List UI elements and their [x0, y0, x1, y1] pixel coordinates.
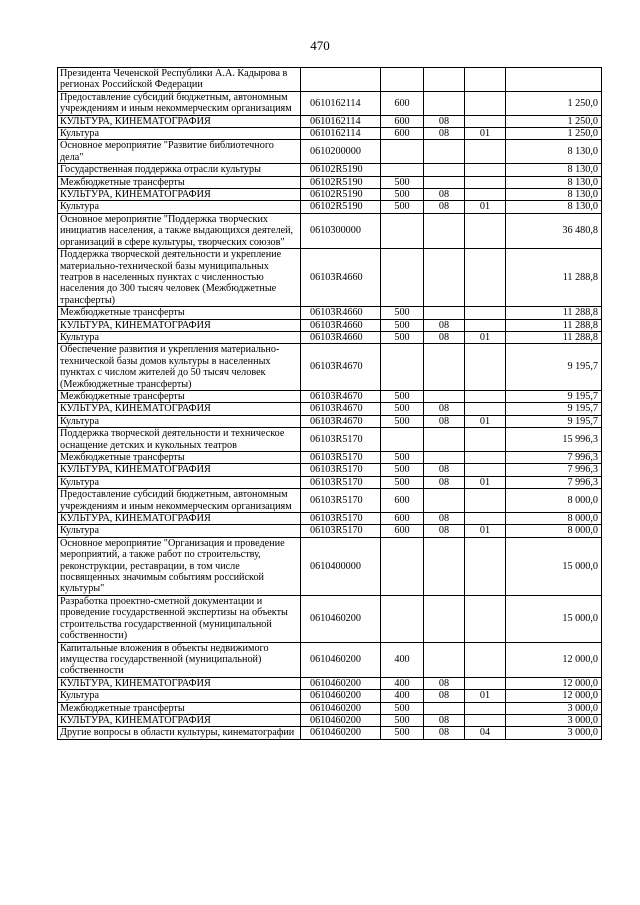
row-name-cell: КУЛЬТУРА, КИНЕМАТОГРАФИЯ	[58, 464, 301, 476]
row-sum-cell: 7 996,3	[506, 464, 602, 476]
row-rz-cell	[424, 68, 465, 92]
row-vr-cell: 500	[381, 464, 424, 476]
row-vr-cell	[381, 213, 424, 248]
row-sum-cell: 8 130,0	[506, 201, 602, 213]
row-code-cell: 0610460200	[301, 714, 381, 726]
row-name-cell: Основное мероприятие "Поддержка творческих инициатив населения, а также выдающихся деятелей, организаций в сфере культуры, творческих союзов"	[58, 213, 301, 248]
row-code-cell: 0610162114	[301, 128, 381, 140]
row-rz-cell	[424, 140, 465, 164]
row-code-cell: 06103R5170	[301, 428, 381, 452]
table-row	[58, 140, 602, 164]
row-sum-cell: 1 250,0	[506, 128, 602, 140]
table-row	[58, 201, 602, 213]
table-row	[58, 677, 602, 689]
row-vr-cell: 500	[381, 201, 424, 213]
row-name-cell: КУЛЬТУРА, КИНЕМАТОГРАФИЯ	[58, 403, 301, 415]
row-code-cell: 06103R4670	[301, 403, 381, 415]
row-name-cell: Капитальные вложения в объекты недвижимого имущества государственной (муниципальной) собственности	[58, 642, 301, 677]
row-code-cell: 0610460200	[301, 690, 381, 702]
row-name-cell: Культура	[58, 331, 301, 343]
row-sum-cell: 9 195,7	[506, 344, 602, 391]
row-rz-cell	[424, 213, 465, 248]
row-pr-cell	[465, 307, 506, 319]
row-code-cell: 0610300000	[301, 213, 381, 248]
row-vr-cell: 500	[381, 307, 424, 319]
row-vr-cell: 500	[381, 415, 424, 427]
row-pr-cell: 01	[465, 331, 506, 343]
row-pr-cell	[465, 164, 506, 176]
row-sum-cell: 7 996,3	[506, 476, 602, 488]
row-sum-cell: 11 288,8	[506, 331, 602, 343]
row-name-cell: Основное мероприятие "Развитие библиотечного дела"	[58, 140, 301, 164]
table-row	[58, 390, 602, 402]
row-pr-cell	[465, 115, 506, 127]
row-vr-cell: 600	[381, 525, 424, 537]
page-number: 470	[310, 38, 330, 53]
row-sum-cell: 8 000,0	[506, 525, 602, 537]
row-code-cell: 06103R5170	[301, 525, 381, 537]
row-code-cell: 0610200000	[301, 140, 381, 164]
row-rz-cell: 08	[424, 677, 465, 689]
table-row	[58, 525, 602, 537]
row-name-cell: КУЛЬТУРА, КИНЕМАТОГРАФИЯ	[58, 319, 301, 331]
row-code-cell: 06103R4670	[301, 390, 381, 402]
row-pr-cell: 01	[465, 128, 506, 140]
row-vr-cell: 500	[381, 727, 424, 739]
row-vr-cell: 500	[381, 403, 424, 415]
row-rz-cell: 08	[424, 201, 465, 213]
row-pr-cell	[465, 68, 506, 92]
row-code-cell: 06103R5170	[301, 476, 381, 488]
row-code-cell: 06103R4660	[301, 249, 381, 307]
row-vr-cell: 500	[381, 702, 424, 714]
row-rz-cell	[424, 452, 465, 464]
row-code-cell: 06102R5190	[301, 176, 381, 188]
row-pr-cell	[465, 595, 506, 642]
table-row	[58, 464, 602, 476]
table-row	[58, 537, 602, 595]
row-code-cell: 0610460200	[301, 702, 381, 714]
table-row	[58, 115, 602, 127]
row-vr-cell: 500	[381, 476, 424, 488]
row-rz-cell: 08	[424, 403, 465, 415]
row-sum-cell: 36 480,8	[506, 213, 602, 248]
row-pr-cell: 01	[465, 415, 506, 427]
row-pr-cell	[465, 189, 506, 201]
table-row	[58, 489, 602, 513]
table-row	[58, 595, 602, 642]
table-row	[58, 307, 602, 319]
row-code-cell: 06102R5190	[301, 189, 381, 201]
row-name-cell: Культура	[58, 525, 301, 537]
row-name-cell: Культура	[58, 128, 301, 140]
row-name-cell: Обеспечение развития и укрепления материально-технической базы домов культуры в населенных пунктах с числом жителей до 50 тысяч человек (Межбюджетные трансферты)	[58, 344, 301, 391]
row-name-cell: Предоставление субсидий бюджетным, автономным учреждениям и иным некоммерческим организациям	[58, 91, 301, 115]
row-name-cell: Другие вопросы в области культуры, кинематографии	[58, 727, 301, 739]
table-row	[58, 249, 602, 307]
row-sum-cell: 15 000,0	[506, 537, 602, 595]
table-row	[58, 727, 602, 739]
row-name-cell: Межбюджетные трансферты	[58, 307, 301, 319]
row-sum-cell: 11 288,8	[506, 249, 602, 307]
row-pr-cell	[465, 642, 506, 677]
row-rz-cell: 08	[424, 476, 465, 488]
row-pr-cell	[465, 428, 506, 452]
table-row	[58, 428, 602, 452]
row-pr-cell	[465, 344, 506, 391]
row-pr-cell	[465, 403, 506, 415]
row-pr-cell	[465, 91, 506, 115]
row-vr-cell	[381, 164, 424, 176]
row-code-cell: 06103R5170	[301, 513, 381, 525]
row-rz-cell: 08	[424, 690, 465, 702]
row-name-cell: Государственная поддержка отрасли культуры	[58, 164, 301, 176]
row-vr-cell	[381, 428, 424, 452]
table-row	[58, 128, 602, 140]
row-name-cell: Культура	[58, 415, 301, 427]
row-sum-cell: 9 195,7	[506, 403, 602, 415]
row-rz-cell	[424, 642, 465, 677]
table-row	[58, 189, 602, 201]
row-rz-cell: 08	[424, 319, 465, 331]
row-sum-cell: 8 130,0	[506, 189, 602, 201]
row-name-cell: Культура	[58, 476, 301, 488]
row-vr-cell: 500	[381, 319, 424, 331]
row-name-cell: Поддержка творческой деятельности и укрепление материально-технической базы муниципальных театров в населенных пунктах с численностью населения до 300 тысяч человек (Межбюджетные трансферты)	[58, 249, 301, 307]
row-pr-cell	[465, 452, 506, 464]
row-vr-cell: 500	[381, 452, 424, 464]
table-row	[58, 176, 602, 188]
row-rz-cell	[424, 176, 465, 188]
row-code-cell: 0610460200	[301, 727, 381, 739]
row-sum-cell: 1 250,0	[506, 115, 602, 127]
row-vr-cell: 400	[381, 690, 424, 702]
table-row	[58, 331, 602, 343]
row-name-cell: КУЛЬТУРА, КИНЕМАТОГРАФИЯ	[58, 115, 301, 127]
row-vr-cell: 600	[381, 128, 424, 140]
row-pr-cell	[465, 513, 506, 525]
row-name-cell: Предоставление субсидий бюджетным, автономным учреждениям и иным некоммерческим организациям	[58, 489, 301, 513]
row-name-cell: КУЛЬТУРА, КИНЕМАТОГРАФИЯ	[58, 714, 301, 726]
row-vr-cell: 600	[381, 489, 424, 513]
row-vr-cell: 400	[381, 642, 424, 677]
row-name-cell: Разработка проектно-сметной документации и проведение государственной экспертизы на объекты строительства государственной (муниципальной собственности)	[58, 595, 301, 642]
row-name-cell: Основное мероприятие "Организация и проведение мероприятий, а также работ по строительству, реконструкции, реставрации, в том числе посвященных значимым событиям российской культуры"	[58, 537, 301, 595]
row-code-cell	[301, 68, 381, 92]
row-name-cell: КУЛЬТУРА, КИНЕМАТОГРАФИЯ	[58, 677, 301, 689]
row-pr-cell: 01	[465, 525, 506, 537]
row-code-cell: 06102R5190	[301, 164, 381, 176]
row-vr-cell	[381, 249, 424, 307]
row-rz-cell	[424, 164, 465, 176]
row-vr-cell	[381, 68, 424, 92]
row-vr-cell	[381, 595, 424, 642]
row-vr-cell: 500	[381, 176, 424, 188]
row-rz-cell	[424, 489, 465, 513]
row-sum-cell: 3 000,0	[506, 702, 602, 714]
table-row	[58, 68, 602, 92]
row-vr-cell: 400	[381, 677, 424, 689]
row-vr-cell: 500	[381, 189, 424, 201]
row-name-cell: Межбюджетные трансферты	[58, 390, 301, 402]
row-rz-cell: 08	[424, 714, 465, 726]
row-pr-cell: 04	[465, 727, 506, 739]
row-sum-cell: 12 000,0	[506, 677, 602, 689]
table-row	[58, 344, 602, 391]
table-row	[58, 452, 602, 464]
row-name-cell: КУЛЬТУРА, КИНЕМАТОГРАФИЯ	[58, 513, 301, 525]
row-sum-cell: 1 250,0	[506, 91, 602, 115]
row-code-cell: 06103R5170	[301, 452, 381, 464]
table-row	[58, 513, 602, 525]
row-code-cell: 0610460200	[301, 595, 381, 642]
row-pr-cell: 01	[465, 690, 506, 702]
row-rz-cell: 08	[424, 189, 465, 201]
row-name-cell: Культура	[58, 201, 301, 213]
row-name-cell: Межбюджетные трансферты	[58, 702, 301, 714]
table-row	[58, 476, 602, 488]
row-pr-cell	[465, 213, 506, 248]
table-row	[58, 702, 602, 714]
row-pr-cell	[465, 319, 506, 331]
row-vr-cell: 600	[381, 115, 424, 127]
row-sum-cell: 3 000,0	[506, 727, 602, 739]
row-sum-cell: 9 195,7	[506, 415, 602, 427]
table-row	[58, 714, 602, 726]
row-pr-cell	[465, 677, 506, 689]
table-row	[58, 213, 602, 248]
row-vr-cell: 500	[381, 714, 424, 726]
budget-table	[57, 67, 602, 740]
row-rz-cell: 08	[424, 128, 465, 140]
row-sum-cell: 15 000,0	[506, 595, 602, 642]
row-vr-cell	[381, 344, 424, 391]
row-code-cell: 06103R4660	[301, 331, 381, 343]
row-name-cell: Поддержка творческой деятельности и техническое оснащение детских и кукольных театров	[58, 428, 301, 452]
table-row	[58, 642, 602, 677]
row-vr-cell	[381, 140, 424, 164]
row-code-cell: 0610460200	[301, 642, 381, 677]
row-pr-cell	[465, 714, 506, 726]
row-code-cell: 0610162114	[301, 115, 381, 127]
row-vr-cell: 500	[381, 390, 424, 402]
row-sum-cell: 8 130,0	[506, 140, 602, 164]
row-pr-cell	[465, 702, 506, 714]
row-code-cell: 06103R4660	[301, 307, 381, 319]
row-sum-cell: 7 996,3	[506, 452, 602, 464]
row-code-cell: 0610162114	[301, 91, 381, 115]
row-sum-cell: 12 000,0	[506, 642, 602, 677]
row-name-cell: Межбюджетные трансферты	[58, 176, 301, 188]
row-name-cell: Межбюджетные трансферты	[58, 452, 301, 464]
row-vr-cell	[381, 537, 424, 595]
row-name-cell: КУЛЬТУРА, КИНЕМАТОГРАФИЯ	[58, 189, 301, 201]
row-sum-cell: 8 000,0	[506, 489, 602, 513]
table-row	[58, 415, 602, 427]
row-rz-cell	[424, 91, 465, 115]
row-rz-cell: 08	[424, 115, 465, 127]
table-row	[58, 91, 602, 115]
row-pr-cell	[465, 140, 506, 164]
row-pr-cell: 01	[465, 476, 506, 488]
row-pr-cell	[465, 489, 506, 513]
row-code-cell: 06103R4660	[301, 319, 381, 331]
row-pr-cell	[465, 464, 506, 476]
row-code-cell: 06103R5170	[301, 489, 381, 513]
table-row	[58, 403, 602, 415]
row-rz-cell: 08	[424, 727, 465, 739]
row-name-cell: Президента Чеченской Республики А.А. Кадырова в регионах Российской Федерации	[58, 68, 301, 92]
row-sum-cell: 8 000,0	[506, 513, 602, 525]
row-rz-cell	[424, 537, 465, 595]
table-row	[58, 319, 602, 331]
row-sum-cell	[506, 68, 602, 92]
table-row	[58, 690, 602, 702]
row-rz-cell: 08	[424, 415, 465, 427]
row-sum-cell: 15 996,3	[506, 428, 602, 452]
row-vr-cell: 500	[381, 331, 424, 343]
row-rz-cell	[424, 307, 465, 319]
row-sum-cell: 8 130,0	[506, 164, 602, 176]
row-code-cell: 06103R4670	[301, 415, 381, 427]
row-code-cell: 06103R4670	[301, 344, 381, 391]
row-rz-cell	[424, 344, 465, 391]
row-vr-cell: 600	[381, 513, 424, 525]
row-rz-cell: 08	[424, 513, 465, 525]
row-code-cell: 06102R5190	[301, 201, 381, 213]
row-name-cell: Культура	[58, 690, 301, 702]
row-rz-cell	[424, 249, 465, 307]
row-rz-cell: 08	[424, 464, 465, 476]
row-rz-cell: 08	[424, 525, 465, 537]
row-rz-cell: 08	[424, 331, 465, 343]
row-rz-cell	[424, 702, 465, 714]
row-code-cell: 0610400000	[301, 537, 381, 595]
row-pr-cell	[465, 249, 506, 307]
row-sum-cell: 12 000,0	[506, 690, 602, 702]
row-sum-cell: 11 288,8	[506, 307, 602, 319]
row-pr-cell: 01	[465, 201, 506, 213]
row-vr-cell: 600	[381, 91, 424, 115]
row-pr-cell	[465, 390, 506, 402]
row-sum-cell: 11 288,8	[506, 319, 602, 331]
row-sum-cell: 9 195,7	[506, 390, 602, 402]
row-pr-cell	[465, 176, 506, 188]
row-pr-cell	[465, 537, 506, 595]
row-rz-cell	[424, 595, 465, 642]
row-code-cell: 06103R5170	[301, 464, 381, 476]
row-code-cell: 0610460200	[301, 677, 381, 689]
row-rz-cell	[424, 390, 465, 402]
row-rz-cell	[424, 428, 465, 452]
table-row	[58, 164, 602, 176]
row-sum-cell: 8 130,0	[506, 176, 602, 188]
row-sum-cell: 3 000,0	[506, 714, 602, 726]
